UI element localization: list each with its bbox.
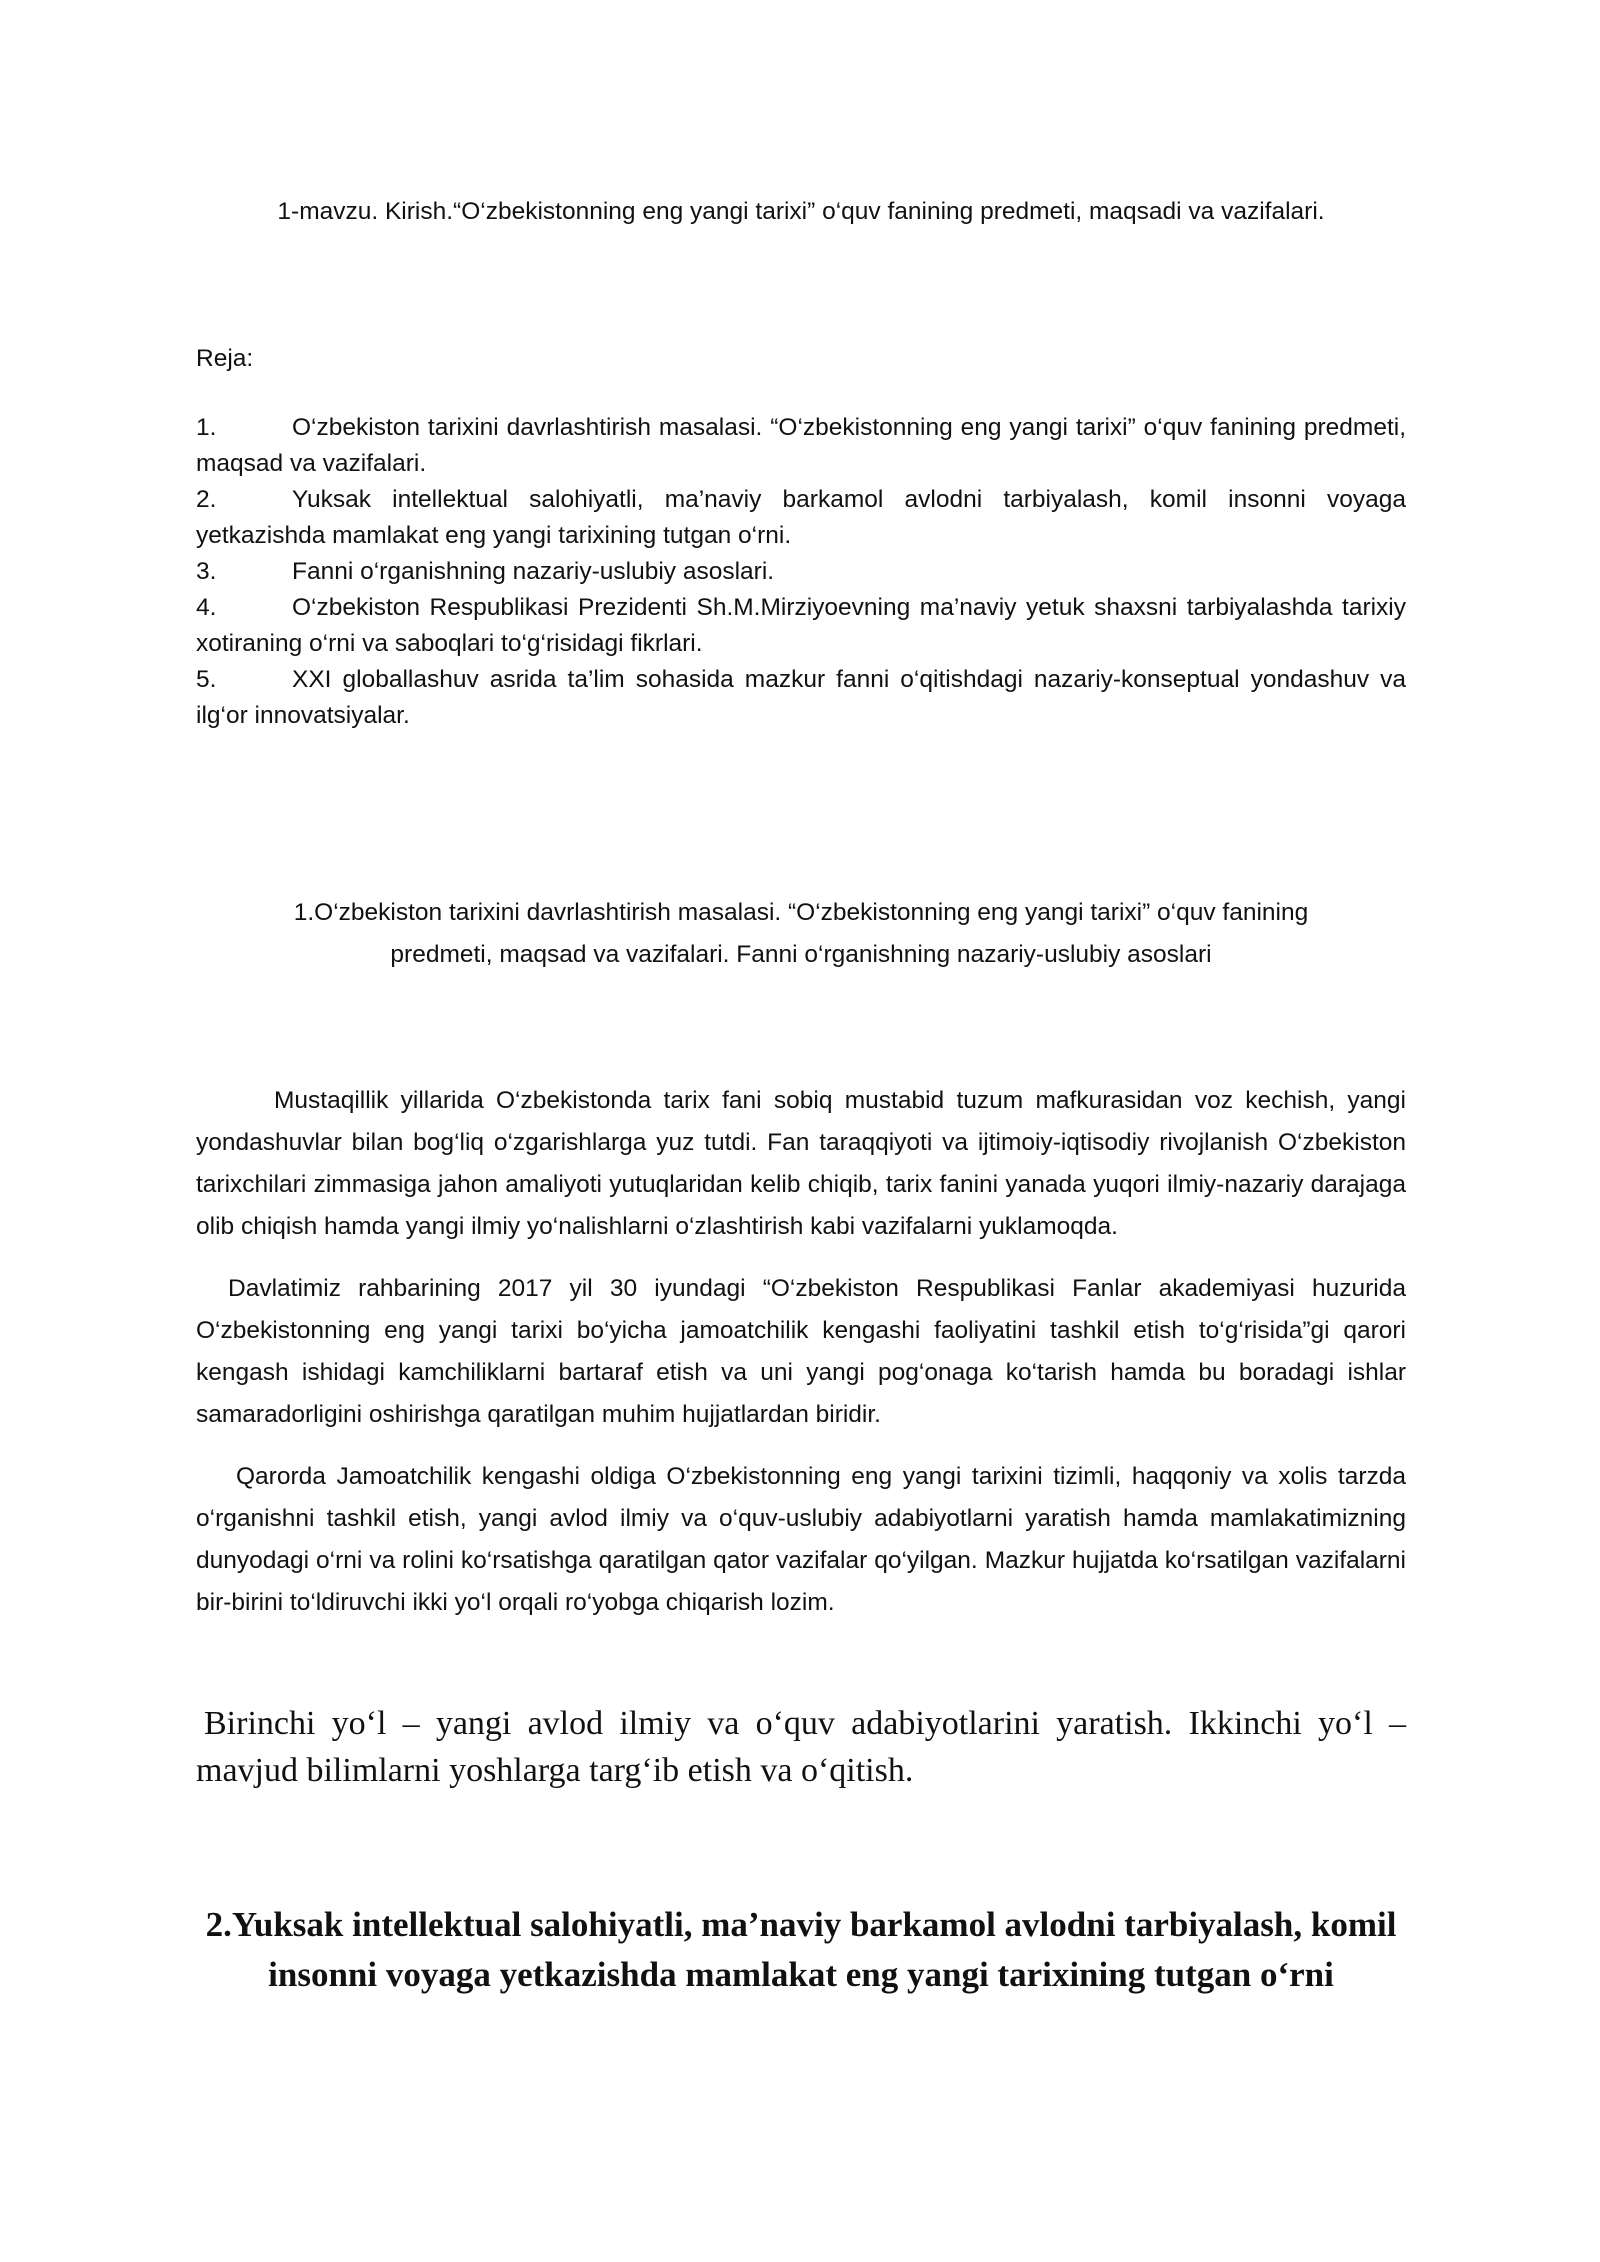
body-paragraph: Davlatimiz rahbarining 2017 yil 30 iyundagi “O‘zbekiston Respublikasi Fanlar akademiyasi huzurida O‘zbekistonning eng yangi tarixi bo‘yicha jamoatchilik kengashi faoliyatini tashkil etish to‘g‘risida”gi qarori kengash ishidagi kamchiliklarni bartaraf etish va uni yangi pog‘onaga ko‘tarish hamda bu boradagi ishlar samaradorligini oshirishga qaratilgan muhim hujjatlardan biridir. (196, 1275, 1406, 1428)
serif-paragraph: Birinchi yo‘l – yangi avlod ilmiy va o‘quv adabiyotlarini yaratish. Ikkinchi yo‘l – mavjud bilimlarni yoshlarga targ‘ib etish va o‘qitish. (196, 1705, 1406, 1789)
body-paragraph: Qarorda Jamoatchilik kengashi oldiga O‘zbekistonning eng yangi tarixini tizimli, haqqoniy va xolis tarzda o‘rganishni tashkil etish, yangi avlod ilmiy va o‘quv-uslubiy adabiyotlarni yaratish hamda mamlakatimizning dunyodagi o‘rni va rolini ko‘rsatishga qaratilgan qator vazifalar qo‘yilgan. Mazkur hujjatda ko‘rsatilgan vazifalarni bir-birini to‘ldiruvchi ikki yo‘l orqali ro‘yobga chiqarish lozim. (196, 1463, 1406, 1616)
plan-item-number: 4. (196, 594, 217, 621)
plan-item-number: 1. (196, 414, 217, 441)
plan-item-text: Fanni o‘rganishning nazariy-uslubiy asoslari. (292, 558, 775, 585)
plan-list (196, 410, 1406, 734)
plan-item (196, 590, 1406, 662)
plan-item-text: O‘zbekiston tarixini davrlashtirish masalasi. “O‘zbekistonning eng yangi tarixi” o‘quv fanining predmeti, maqsad va vazifalari. (196, 414, 1406, 477)
plan-item-number: 5. (196, 666, 217, 693)
section-1-title-line-1: 1.O‘zbekiston tarixini davrlashtirish masalasi. “O‘zbekistonning eng yangi tarixi” o‘quv fanining (293, 899, 1309, 926)
plan-item (196, 410, 1406, 482)
body-paragraph: Mustaqillik yillarida O‘zbekistonda tarix fani sobiq mustabid tuzum mafkurasidan voz kechish, yangi yondashuvlar bilan bog‘liq o‘zgarishlarga yuz tutdi. Fan taraqqiyoti va ijtimoiy-iqtisodiy rivojlanish O‘zbekiston tarixchilari zimmasiga jahon amaliyoti yutuqlaridan kelib chiqib, tarix fanini yanada yuqori ilmiy-nazariy darajaga olib chiqish hamda yangi ilmiy yo‘nalishlarni o‘zlashtirish kabi vazifalarni yuklamoqda. (196, 1087, 1406, 1240)
plan-item-text: XXI globallashuv asrida ta’lim sohasida mazkur fanni o‘qitishdagi nazariy-konseptual yondashuv va ilg‘or innovatsiyalar. (196, 666, 1406, 729)
section-1-title-line-2: predmeti, maqsad va vazifalari. Fanni o‘rganishning nazariy-uslubiy asoslari (390, 941, 1212, 968)
plan-item (196, 662, 1406, 734)
plan-item (196, 554, 1406, 590)
plan-item-number: 3. (196, 558, 217, 585)
plan-heading: Reja: (196, 345, 254, 372)
document-title: 1-mavzu. Kirish.“O‘zbekistonning eng yangi tarixi” o‘quv fanining predmeti, maqsadi va vazifalari. (277, 198, 1325, 225)
section-1-body (196, 1080, 1406, 1644)
plan-item-text: Yuksak intellektual salohiyatli, ma’naviy barkamol avlodni tarbiyalash, komil insonni voyaga yetkazishda mamlakat eng yangi tarixining tutgan o‘rni. (196, 486, 1406, 549)
plan-item-text: O‘zbekiston Respublikasi Prezidenti Sh.M.Mirziyoevning ma’naviy yetuk shaxsni tarbiyalashda tarixiy xotiraning o‘rni va saboqlari to‘g‘risidagi fikrlari. (196, 594, 1406, 657)
section-1-title (196, 892, 1406, 976)
plan-item (196, 482, 1406, 554)
plan-item-number: 2. (196, 486, 217, 513)
section-2-title: 2.Yuksak intellektual salohiyatli, ma’naviy barkamol avlodni tarbiyalash, komil insonni voyaga yetkazishda mamlakat eng yangi tarixining tutgan o‘rni (205, 1905, 1397, 1994)
